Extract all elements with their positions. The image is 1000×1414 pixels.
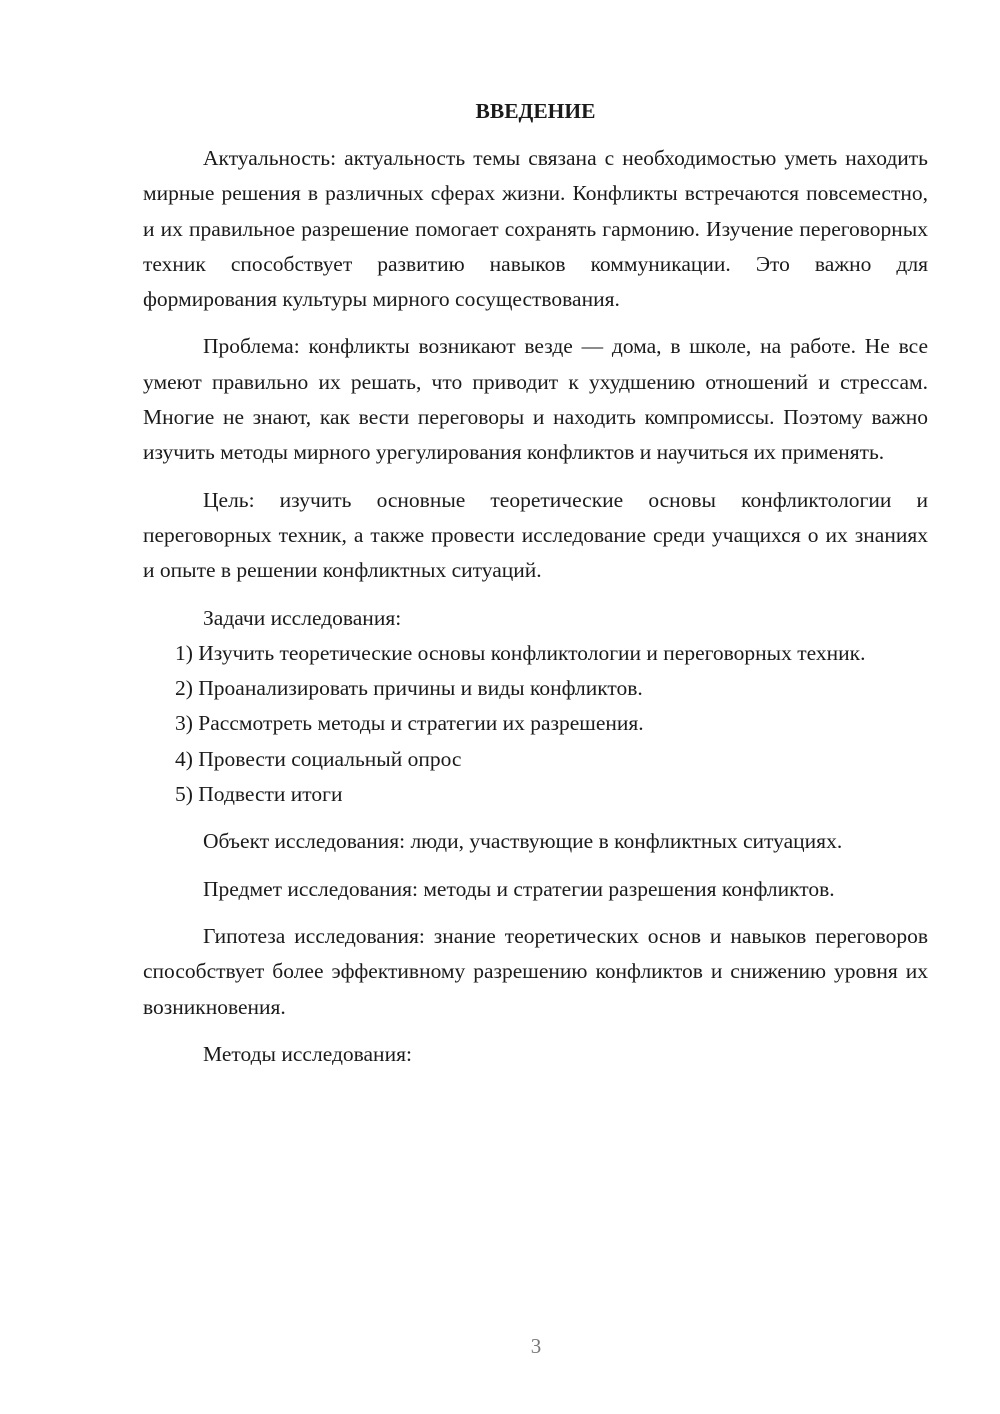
- paragraph-hypothesis: Гипотеза исследования: знание теоретических основ и навыков переговоров способствует более эффективному разрешению конфликтов и снижению уровня их возникновения.: [143, 923, 928, 1019]
- methods-heading: Методы исследования:: [203, 1041, 412, 1066]
- paragraph-relevance: Актуальность: актуальность темы связана с необходимостью уметь находить мирные решения в различных сферах жизни. Конфликты встречаются повсеместно, и их правильное разрешение помогает сохранять гармонию. Изучение переговорных техник способствует развитию навыков коммуникации. Это важно для формирования культуры мирного сосуществования.: [143, 146, 928, 312]
- document-page: [143, 96, 928, 1072]
- task-item-4: 4) Провести социальный опрос: [175, 746, 462, 771]
- task-item-1: 1) Изучить теоретические основы конфликтологии и переговорных техник.: [175, 640, 866, 665]
- paragraph-goal: Цель: изучить основные теоретические основы конфликтологии и переговорных техник, а также провести исследование среди учащихся о их знаниях и опыте в решении конфликтных ситуаций.: [143, 487, 928, 583]
- task-item-3: 3) Рассмотреть методы и стратегии их разрешения.: [175, 711, 644, 736]
- paragraph-problem: Проблема: конфликты возникают везде — дома, в школе, на работе. Не все умеют правильно их решать, что приводит к ухудшению отношений и стрессам. Многие не знают, как вести переговоры и находить компромиссы. Поэтому важно изучить методы мирного урегулирования конфликтов и научиться их применять.: [143, 334, 928, 465]
- paragraph-object: Объект исследования: люди, участвующие в конфликтных ситуациях.: [203, 829, 843, 854]
- page-number: 3: [530, 1334, 542, 1358]
- paragraph-subject: Предмет исследования: методы и стратегии разрешения конфликтов.: [203, 876, 835, 901]
- tasks-heading: Задачи исследования:: [203, 605, 402, 630]
- document-title: ВВЕДЕНИЕ: [475, 99, 596, 123]
- task-item-2: 2) Проанализировать причины и виды конфликтов.: [175, 676, 643, 701]
- task-item-5: 5) Подвести итоги: [175, 782, 343, 807]
